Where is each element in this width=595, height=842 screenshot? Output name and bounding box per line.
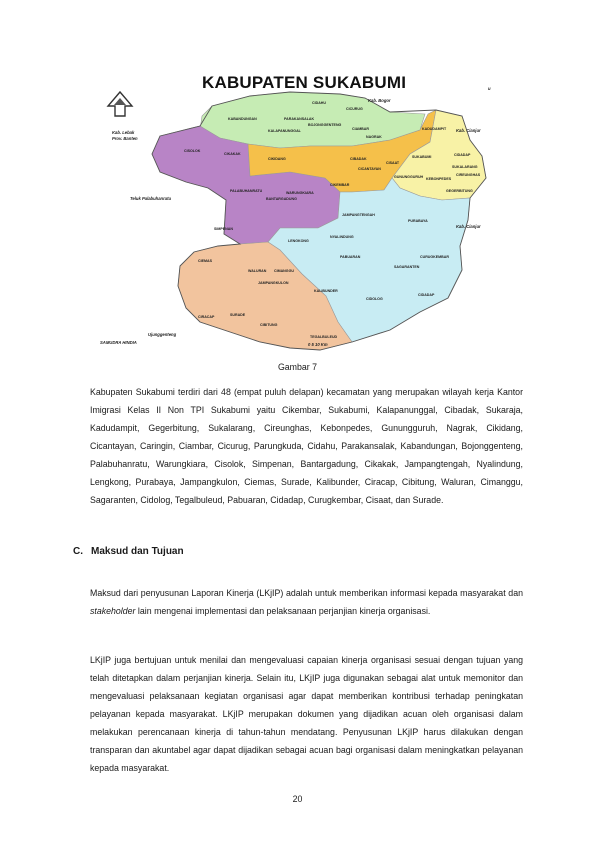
section-title: Maksud dan Tujuan	[91, 546, 184, 557]
label-kab-bogor: Kab. Bogor	[368, 98, 391, 103]
district-label: NYALINDUNG	[330, 235, 354, 239]
district-label: BOJONGGENTENG	[308, 123, 342, 127]
district-label: LENGKONG	[288, 239, 309, 243]
district-label: KALAPANUNGGAL	[268, 129, 301, 133]
district-label: CIDADAP	[454, 153, 471, 157]
district-label: GEGERBITUNG	[446, 189, 473, 193]
district-label: PURABAYA	[408, 219, 428, 223]
district-label: CIKAKAK	[224, 152, 241, 156]
district-label: CIREUNGHAS	[456, 173, 481, 177]
district-label: NAGRAK	[366, 135, 382, 139]
map-corner-mark: u	[488, 86, 491, 91]
label-kab-lebak: Kab. Lebak	[112, 130, 135, 135]
district-label: SAGARANTEN	[394, 265, 420, 269]
district-label: CIKIDANG	[268, 157, 286, 161]
district-label: PARAKANSALAK	[284, 117, 315, 121]
label-teluk-palabuhanratu: Teluk Palabuhanratu	[130, 196, 172, 201]
label-prov-banten: Prov. Banten	[112, 136, 138, 141]
page-number: 20	[292, 794, 303, 804]
district-label: CIBADAK	[350, 157, 367, 161]
district-label: CICANTAYAN	[358, 167, 381, 171]
district-label: KEBONPEDES	[426, 177, 452, 181]
label-kab-cianjur-north: Kab. Cianjur	[456, 128, 481, 133]
district-label: WARUNGKIARA	[286, 191, 314, 195]
north-arrow-icon	[108, 92, 132, 116]
sukabumi-map	[90, 60, 510, 360]
map-title: KABUPATEN SUKABUMI	[202, 73, 407, 92]
map-graphic	[90, 60, 510, 360]
paragraph-maksud-italic: stakeholder	[90, 606, 136, 616]
district-label: CIEMAS	[198, 259, 212, 263]
district-label: CISAAT	[386, 161, 400, 165]
district-label: BANTARGADUNG	[266, 197, 297, 201]
district-label: CIBITUNG	[260, 323, 278, 327]
section-number: C.	[73, 546, 83, 557]
district-label: CIRACAP	[198, 315, 215, 319]
district-label: GUNUNGGURUH	[394, 175, 424, 179]
map-scale: 0 5 10 Km	[308, 342, 328, 347]
district-label: CIMANGGU	[274, 269, 294, 273]
district-label: TEGALBULEUD	[310, 335, 338, 339]
label-ujunggenteng: Ujunggenteng	[148, 332, 177, 337]
district-label: SUKALARANG	[452, 165, 478, 169]
district-label: KADUDAMPIT	[422, 127, 447, 131]
district-label: KALIBUNDER	[314, 289, 338, 293]
label-samudra-hindia: SAMUDRA HINDIA	[100, 340, 137, 345]
district-label: SIMPENAN	[214, 227, 233, 231]
district-label: CIDOLOG	[366, 297, 383, 301]
district-label: SURADE	[230, 313, 246, 317]
district-label: JAMPANGKULON	[258, 281, 289, 285]
paragraph-districts: Kabupaten Sukabumi terdiri dari 48 (empat puluh delapan) kecamatan yang merupakan wilayah kerja Kantor Imigrasi Kelas II Non TPI Sukabumi yaitu Cikembar, Sukabumi, Kalapanunggal, Cibadak, Sukaraja, Kadudampit, Gegerbitung, Sukalarang, Cireunghas, Kebonpedes, Gunungguruh, Nagrak, Cikidang, Cicantayan, Caringin, Ciambar, Cicurug, Parungkuda, Cidahu, Parakansalak, Kabandungan, Bojonggenteng, Palabuhanratu, Warungkiara, Cisolok, Simpenan, Bantargadung, Cikakak, Jampangtengah, Nyalindung, Lengkong, Purabaya, Jampangkulon, Ciemas, Surade, Kalibunder, Ciracap, Cibitung, Waluran, Cimanggu, Sagaranten, Cidolog, Tegalbuleud, Pabuaran, Cidadap, Curugkembar, Cisaat, dan Surade.	[90, 387, 523, 505]
district-label: CISOLOK	[184, 149, 201, 153]
district-label: CIAMBAR	[352, 127, 369, 131]
district-label: KABANDUNGAN	[228, 117, 257, 121]
section-heading	[73, 546, 184, 557]
figure-caption: Gambar 7	[277, 362, 318, 372]
district-label: PABUARAN	[340, 255, 361, 259]
district-label: CIKEMBAR	[330, 183, 350, 187]
district-label: WALURAN	[248, 269, 267, 273]
district-label: CIDAHU	[312, 101, 326, 105]
district-label: CICURUG	[346, 107, 363, 111]
district-label: PALABUHANRATU	[230, 189, 263, 193]
paragraph-tujuan: LKjIP juga bertujuan untuk menilai dan mengevaluasi capaian kinerja organisasi sesuai dengan tujuan yang telah ditetapkan dalam perjanjian kinerja. Selain itu, LKjIP juga digunakan sebagai alat untuk memonitor dan mengevaluasi pelaksanaan kegiatan organisasi agar dapat memberikan kontribusi terhadap peningkatan pelayanan kepada masyarakat. LKjIP merupakan dokumen yang dijadikan acuan oleh organisasi dalam melakukan perencanaan kinerja di tahun-tahun mendatang. Penyusunan LKjIP harus dilakukan dengan transparan dan akuntabel agar dapat dijadikan sebagai acuan bagi organisasi dalam meningkatkan pelayanan kepada masyarakat.	[90, 655, 523, 773]
district-label: JAMPANGTENGAH	[342, 213, 375, 217]
paragraph-maksud	[90, 584, 523, 620]
paragraph-maksud-text-1: Maksud dari penyusunan Laporan Kinerja (LKjIP) adalah untuk memberikan informasi kepada masyarakat dan	[90, 588, 523, 598]
district-label: SUKABUMI	[412, 155, 432, 159]
label-kab-cianjur-south: Kab. Cianjur	[456, 224, 481, 229]
district-label: CIDADAP	[418, 293, 435, 297]
district-label: CURUGKEMBAR	[420, 255, 449, 259]
paragraph-maksud-text-2: lain mengenai implementasi dan pelaksanaan perjanjian kinerja organisasi.	[135, 606, 431, 616]
